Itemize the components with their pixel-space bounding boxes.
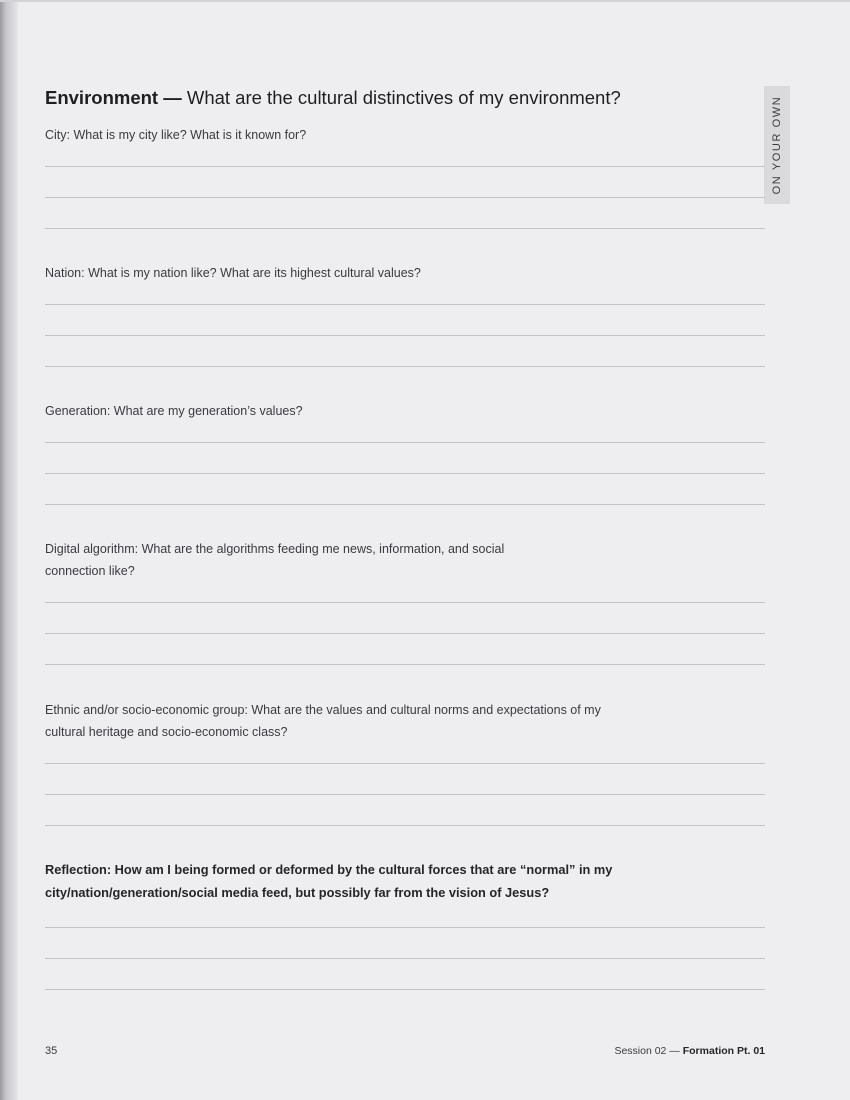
writing-line-city-3[interactable] (45, 228, 765, 229)
writing-line-nation-3[interactable] (45, 366, 765, 367)
writing-line-reflection-2[interactable] (45, 958, 765, 959)
writing-line-city-1[interactable] (45, 166, 765, 167)
writing-line-reflection-3[interactable] (45, 989, 765, 990)
writing-line-ethnic-3[interactable] (45, 825, 765, 826)
writing-line-digital-3[interactable] (45, 664, 765, 665)
footer-session-label: Session 02 — (614, 1045, 683, 1057)
footer-section-title: Formation Pt. 01 (682, 1045, 765, 1057)
writing-line-nation-1[interactable] (45, 304, 765, 305)
side-tab-label: ON YOUR OWN (771, 95, 783, 195)
prompt-city: City: What is my city like? What is it known for? (45, 128, 307, 142)
reflection-prompt: Reflection: How am I being formed or deformed by the cultural forces that are “normal” in my city/nation/generation/social media feed, but possibly far from the vision of Jesus? (45, 862, 613, 900)
title-bold-part: Environment — (45, 87, 182, 108)
side-tab (764, 86, 790, 204)
page-number: 35 (45, 1045, 58, 1057)
writing-line-ethnic-1[interactable] (45, 763, 765, 764)
prompt-ethnic-group: Ethnic and/or socio-economic group: What are the values and cultural norms and expectations of my cultural heritage and socio-economic class? (45, 703, 601, 739)
binding-shadow (0, 0, 18, 1100)
prompt-nation: Nation: What is my nation like? What are its highest cultural values? (45, 266, 421, 280)
prompt-generation: Generation: What are my generation’s values? (45, 404, 303, 418)
writing-line-generation-2[interactable] (45, 473, 765, 474)
page-title (45, 87, 621, 109)
page-edge (0, 0, 850, 2)
writing-line-digital-2[interactable] (45, 633, 765, 634)
writing-line-ethnic-2[interactable] (45, 794, 765, 795)
writing-line-city-2[interactable] (45, 197, 765, 198)
writing-line-reflection-1[interactable] (45, 927, 765, 928)
title-question: What are the cultural distinctives of my environment? (181, 87, 621, 108)
prompt-digital-algorithm: Digital algorithm: What are the algorithms feeding me news, information, and social connection like? (45, 542, 505, 578)
footer-session (614, 1045, 765, 1057)
writing-line-nation-2[interactable] (45, 335, 765, 336)
writing-line-digital-1[interactable] (45, 602, 765, 603)
writing-line-generation-3[interactable] (45, 504, 765, 505)
writing-line-generation-1[interactable] (45, 442, 765, 443)
